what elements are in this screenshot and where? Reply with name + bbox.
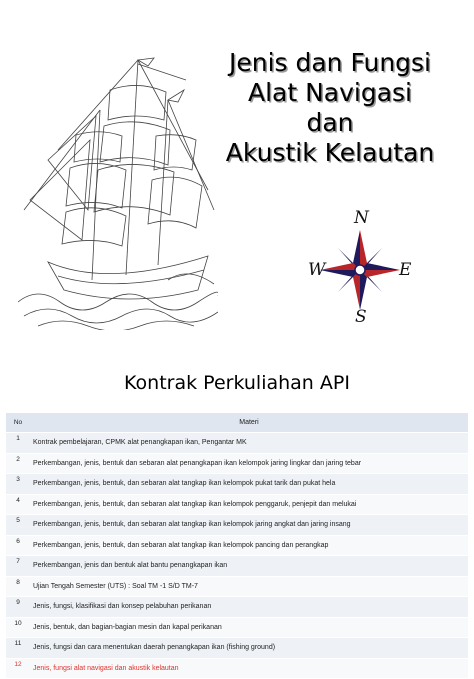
compass-west-label: W: [308, 260, 326, 280]
table-row: [6, 453, 468, 474]
compass-south-label: S: [355, 307, 367, 327]
compass-east-label: E: [399, 260, 412, 280]
document-title: [195, 48, 465, 168]
row-number: 4: [6, 494, 30, 515]
title-line-1: Jenis dan Fungsi: [228, 48, 432, 77]
row-number: 2: [6, 453, 30, 474]
table-row: [6, 535, 468, 556]
header-materi: Materi: [30, 413, 468, 433]
row-materi: Ujian Tengah Semester (UTS) : Soal TM -1 S/D TM-7: [30, 576, 468, 597]
row-materi: Perkembangan, jenis, bentuk, dan sebaran alat tangkap ikan kelompok jaring angkat dan jaring insang: [30, 515, 468, 536]
table-row: [6, 494, 468, 515]
row-materi: Perkembangan, jenis dan bentuk alat bantu penangkapan ikan: [30, 556, 468, 577]
row-materi: Perkembangan, jenis, bentuk, dan sebaran alat tangkap ikan kelompok pukat tarik dan pukat hela: [30, 474, 468, 495]
row-number: 6: [6, 535, 30, 556]
table-row: [6, 433, 468, 454]
section-title: Kontrak Perkuliahan API: [124, 372, 350, 394]
row-materi: Perkembangan, jenis, bentuk, dan sebaran alat tangkap ikan kelompok penggaruk, penjepit dan melukai: [30, 494, 468, 515]
row-number: 1: [6, 433, 30, 454]
row-materi: Jenis, fungsi dan cara menentukan daerah penangkapan ikan (fishing ground): [30, 638, 468, 659]
table-row: [6, 556, 468, 577]
title-line-4: Akustik Kelautan: [225, 138, 435, 167]
title-line-2: Alat Navigasi: [247, 78, 413, 107]
row-materi: Kontrak pembelajaran, CPMK alat penangkapan ikan, Pengantar MK: [30, 433, 468, 454]
row-number: 10: [6, 617, 30, 638]
row-materi: Perkembangan, jenis, bentuk dan sebaran alat penangkapan ikan kelompok jaring lingkar dan jaring tebar: [30, 453, 468, 474]
header-no: No: [6, 413, 30, 433]
compass-north-label: N: [354, 208, 369, 228]
table-row: [6, 474, 468, 495]
row-number: 9: [6, 597, 30, 618]
table-row: [6, 658, 468, 679]
table-row: [6, 638, 468, 659]
table-row: [6, 617, 468, 638]
row-materi: Jenis, bentuk, dan bagian-bagian mesin dan kapal perikanan: [30, 617, 468, 638]
compass-rose: [300, 208, 420, 328]
title-line-3: dan: [306, 108, 354, 137]
table-row: [6, 597, 468, 618]
table-row: [6, 515, 468, 536]
table-row: [6, 576, 468, 597]
row-number: 8: [6, 576, 30, 597]
sailing-ship-illustration: [18, 40, 218, 330]
row-number: 5: [6, 515, 30, 536]
row-materi: Jenis, fungsi, klasifikasi dan konsep pelabuhan perikanan: [30, 597, 468, 618]
row-number: 12: [6, 658, 30, 679]
row-number: 11: [6, 638, 30, 659]
row-number: 7: [6, 556, 30, 577]
row-materi: Perkembangan, jenis, bentuk, dan sebaran alat tangkap ikan kelompok pancing dan perangkap: [30, 535, 468, 556]
row-materi: Jenis, fungsi alat navigasi dan akustik kelautan: [30, 658, 468, 679]
row-number: 3: [6, 474, 30, 495]
course-contract-table: [6, 413, 468, 679]
table-header-row: [6, 413, 468, 433]
